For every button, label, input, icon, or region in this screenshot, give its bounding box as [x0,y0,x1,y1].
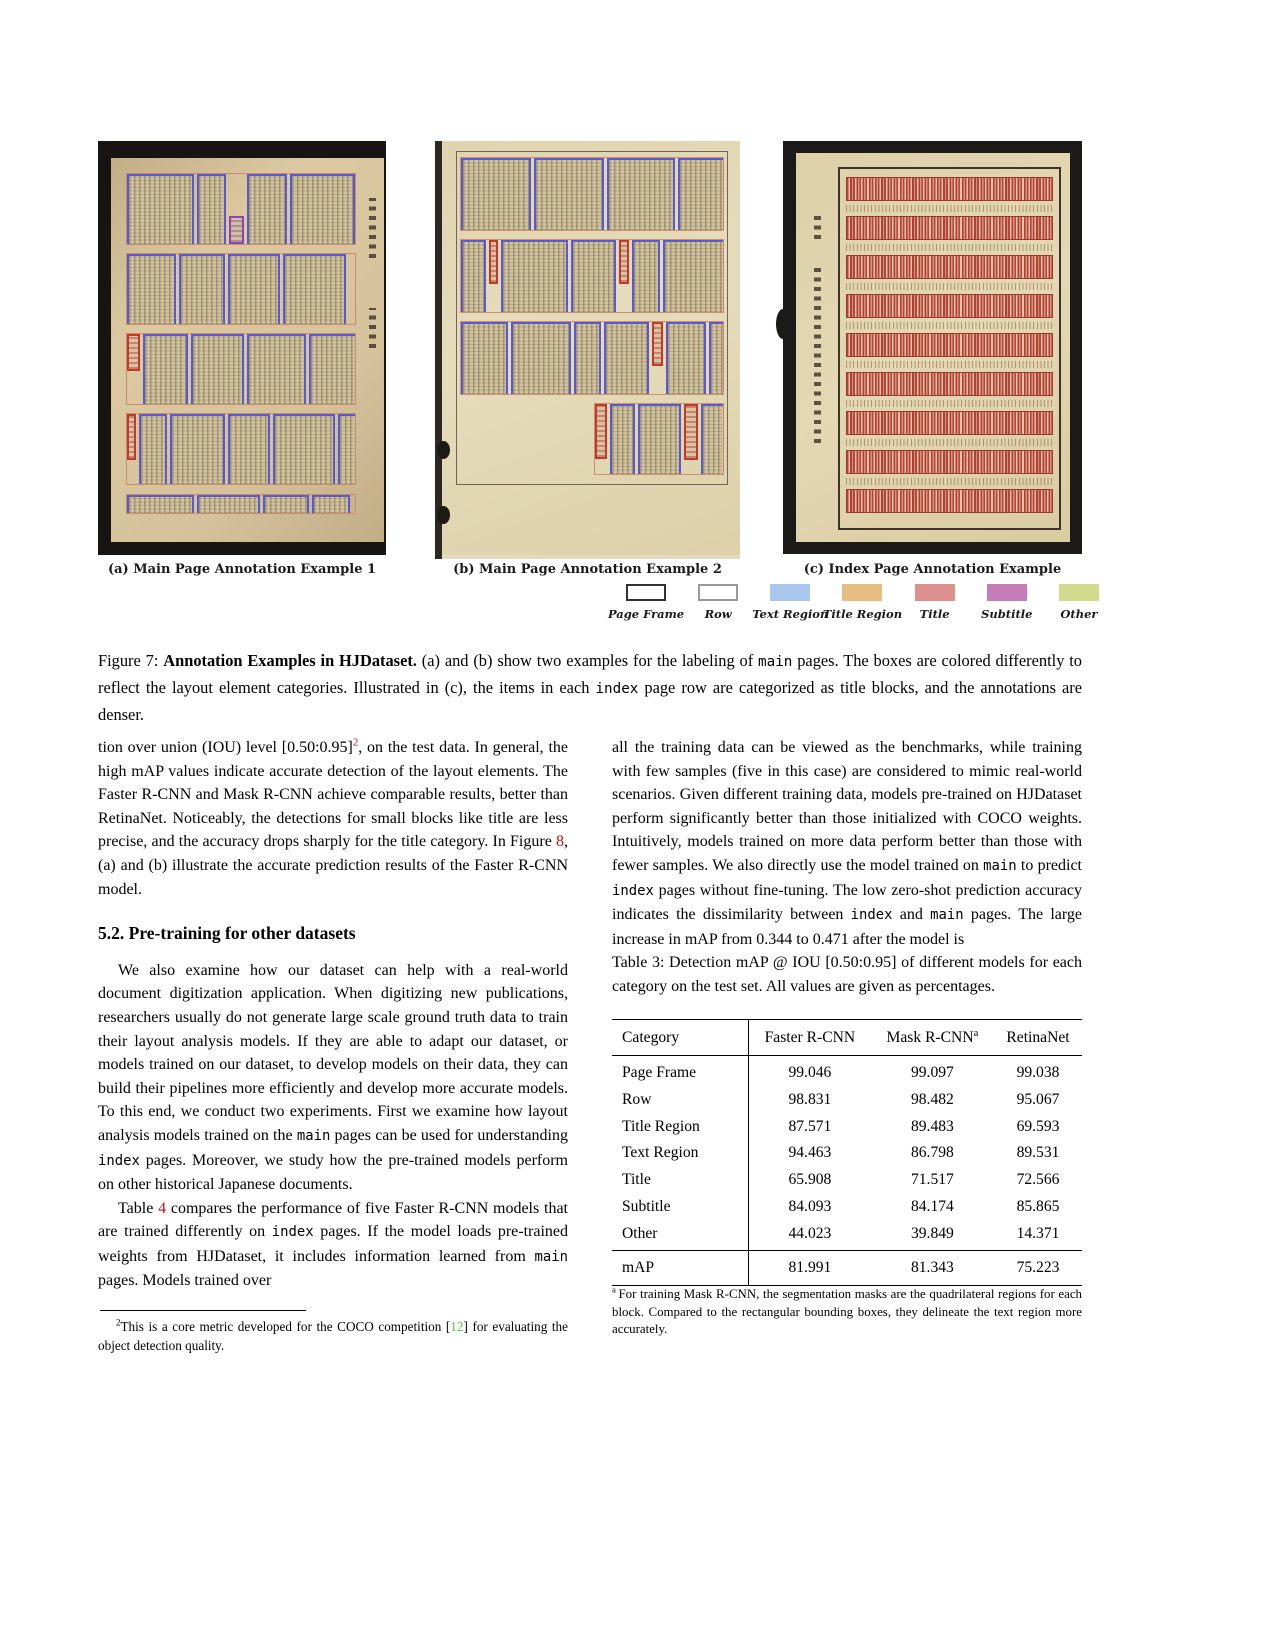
table-cell: Text Region [612,1140,749,1167]
index-title-band [846,177,1053,201]
text-region-annotation-box [312,495,349,514]
body-paragraph: We also examine how our dataset can help with a real-world document digitization application. When digitizing new publications, researchers usually do not generate large scale ground truth data to train their layout analysis models. If they are able to adapt our dataset, or models trained on our dataset, to develop models on their data, they can build their pipelines more efficiently and develop more accurate models. To this end, we conduct two experiments. First we examine how layout analysis models trained on the main pages can be used for understanding index pages. Moreover, we study how the pre-trained models perform on other historical Japanese documents. [98,961,568,1194]
table-cell: 94.463 [788,1144,832,1162]
figure7-panel-c [783,141,1082,554]
table-cell: 99.046 [788,1064,832,1082]
table-cell: 72.566 [1016,1171,1060,1189]
text-region-annotation-box [127,174,194,245]
legend-item [682,584,754,621]
text-region-annotation-box [610,404,635,475]
table-cell: 44.023 [788,1224,832,1242]
title-annotation-box [619,240,630,284]
legend-label: Title Region [822,607,903,621]
legend-item [899,584,971,621]
text-region-annotation-box [678,158,724,231]
table-header-cell: Mask R-CNN$^a$ [871,1019,994,1056]
index-tick-row [846,205,1053,212]
table-row [612,1056,1082,1087]
index-tick-row [846,244,1053,251]
table3-footnote: $^a$ For training Mask R-CNN, the segmentation masks are the quadrilateral regions for each block. Compared to the rectangular bounding boxes, they delineate the text region more accurately. [612,1284,1082,1336]
table-cell: 89.483 [910,1117,954,1135]
table-cell: 81.343 [871,1251,994,1286]
body-paragraph: tion over union (IOU) level [0.50:0.95]$^2$, on the test data. In general, the high mAP values indicate accurate detection of the layout elements. The Faster R-CNN and Mask R-CNN achieve comparable results, better than RetinaNet. Noticeably, the detections for small blocks like title are less precise, and the accuracy drops sharply for the title category. In Figure 8, (a) and (b) illustrate the accurate prediction results of the Faster R-CNN model. [98,736,568,898]
text-region-annotation-box [247,334,306,405]
table-header-cell: RetinaNet [994,1019,1082,1056]
table3 [612,1019,1082,1286]
index-tick-row [846,400,1053,407]
legend-item [1043,584,1115,621]
legend-swatch [987,584,1027,601]
text-region-annotation-box [247,174,287,245]
body-paragraph: Table 4 compares the performance of five Faster R-CNN models that are trained differently on index pages. If the model loads pre-trained weights from HJDataset, it includes information learned from main pages. Models trained over [98,1199,569,1290]
table-cell: mAP [612,1251,749,1286]
index-title-band [846,489,1053,513]
index-tick-row [846,283,1053,290]
table3-caption: Table 3: Detection mAP @ IOU [0.50:0.95] of different models for each category on the test set. All values are given as percentages. [612,954,1082,995]
legend-swatch [770,584,810,601]
text-region-annotation-box [638,404,681,475]
legend-swatch [915,584,955,601]
text-region-annotation-box [511,322,571,395]
title-annotation-box [652,322,663,366]
index-tick-row [846,322,1053,329]
index-title-band [846,372,1053,396]
index-title-band [846,411,1053,435]
legend-item [822,584,903,621]
binding-hole [437,506,450,524]
row-annotation-box [126,333,356,405]
table-cell: 89.531 [1016,1144,1060,1162]
text-region-annotation-box [663,240,724,313]
row-annotation-box [126,494,356,514]
index-title-band [846,216,1053,240]
text-region-annotation-box [461,158,531,231]
legend-label: Row [704,607,732,621]
index-title-band [846,450,1053,474]
legend-label: Subtitle [981,607,1033,621]
table-cell: 98.831 [788,1090,832,1108]
text-region-annotation-box [283,254,346,325]
title-annotation-box [489,240,499,284]
table-cell: Title Region [612,1113,749,1140]
subcaption-c: (c) Index Page Annotation Example [803,562,1062,577]
subcaption-b: (b) Main Page Annotation Example 2 [453,562,722,577]
table-cell: 87.571 [788,1117,832,1135]
row-annotation-box [126,413,356,485]
table-cell: 84.174 [910,1198,954,1216]
figure7-panels [98,141,1082,559]
row-annotation-box [460,157,724,231]
title-annotation-box [127,414,136,460]
table-header-cell: Category [612,1019,749,1056]
margin-text-marks [369,308,376,348]
text-region-annotation-box [273,414,335,485]
text-region-annotation-box [338,414,356,485]
table-cell: 99.038 [1016,1064,1060,1082]
subtitle-annotation-box [229,216,244,244]
table-cell: 95.067 [1016,1090,1060,1108]
figure7-legend [607,584,1115,621]
table-cell: 14.371 [1016,1224,1060,1242]
table-cell: 99.097 [910,1064,954,1082]
table-cell: 75.223 [994,1251,1082,1286]
text-region-annotation-box [632,240,659,313]
legend-swatch [1059,584,1099,601]
page-tab-notch [776,309,790,339]
left-column [98,736,568,1355]
table-cell: 71.517 [910,1171,954,1189]
text-region-annotation-box [197,174,226,245]
table-cell: 81.991 [749,1251,871,1286]
legend-label: Title [919,607,950,621]
table-row [612,1193,1082,1220]
row-annotation-box [594,403,724,475]
legend-label: Text Region [752,607,829,621]
table-cell: 65.908 [788,1171,832,1189]
text-region-annotation-box [127,495,194,514]
text-region-annotation-box [143,334,188,405]
index-title-band [846,255,1053,279]
text-region-annotation-box [571,240,615,313]
legend-item [971,584,1043,621]
figure7-caption: Figure 7: Annotation Examples in HJDataset. (a) and (b) show two examples for the labeling of main pages. The boxes are colored differently to reflect the layout element categories. Illustrated in (c), the items in each index page row are categorized as title blocks, and the annotations are denser. [98,651,1083,724]
text-region-annotation-box [228,414,270,485]
text-region-annotation-box [191,334,244,405]
table-cell: 98.482 [910,1090,954,1108]
text-region-annotation-box [574,322,601,395]
figure7-panel-b [435,141,740,559]
text-region-annotation-box [607,158,674,231]
text-region-annotation-box [170,414,225,485]
annotation-grid-c [838,167,1061,530]
text-region-annotation-box [197,495,260,514]
text-region-annotation-box [179,254,225,325]
text-region-annotation-box [290,174,354,245]
book-spine [435,141,442,559]
table-cell: 85.865 [1016,1198,1060,1216]
table-map-row [612,1251,1082,1286]
table-cell: 84.093 [788,1198,832,1216]
index-tick-row [846,439,1053,446]
legend-item [752,584,829,621]
text-region-annotation-box [501,240,568,313]
figure7-subcaptions [98,562,1082,582]
text-region-annotation-box [701,404,724,475]
text-region-annotation-box [534,158,605,231]
table-cell: Page Frame [612,1056,749,1087]
legend-label: Page Frame [607,607,685,621]
table-cell: Other [612,1220,749,1251]
scanned-page-b [442,141,740,555]
index-title-band [846,294,1053,318]
legend-swatch [626,584,666,601]
annotation-grid-b [460,155,724,481]
table-header-cell: Faster R-CNN [749,1019,871,1056]
section-heading: 5.2. Pre-training for other datasets [98,923,356,944]
text-region-annotation-box [309,334,356,405]
row-annotation-box [126,173,356,245]
figure7-panel-a [98,141,386,555]
scanned-page-a [111,158,384,542]
text-region-annotation-box [461,240,486,313]
footnote: $^2$This is a core metric developed for the COCO competition [12] for evaluating the object detection quality. [98,1317,568,1353]
margin-text-marks [814,263,821,443]
text-region-annotation-box [139,414,167,485]
text-region-annotation-box [709,322,724,395]
right-column [612,736,1082,1339]
table-row [612,1220,1082,1251]
row-annotation-box [460,239,724,313]
footnote-rule [100,1310,306,1311]
table-row [612,1140,1082,1167]
text-region-annotation-box [228,254,280,325]
margin-text-marks [814,213,821,239]
index-tick-row [846,478,1053,485]
row-annotation-box [460,321,724,395]
title-annotation-box [595,404,607,459]
body-paragraph: all the training data can be viewed as the benchmarks, while training with few samples (five in this case) are considered to mimic real-world scenarios. Given different training data, models pre-trained on HJDataset perform significantly better than those initialized with COCO weights. Intuitively, models trained on more data perform better than those with fewer samples. We also directly use the model trained on main to predict index pages without fine-tuning. The low zero-shot prediction accuracy indicates the dissimilarity between index and main pages. The large increase in mAP from 0.344 to 0.471 after the model is [612,739,1083,948]
table-row [612,1086,1082,1113]
table-cell: Title [612,1167,749,1194]
subcaption-a: (a) Main Page Annotation Example 1 [107,562,377,577]
text-region-annotation-box [461,322,508,395]
table-cell: Subtitle [612,1193,749,1220]
text-region-annotation-box [604,322,649,395]
index-tick-row [846,361,1053,368]
text-region-annotation-box [263,495,310,514]
text-region-annotation-box [127,254,176,325]
table-cell: 86.798 [910,1144,954,1162]
title-annotation-box [127,334,140,371]
table-cell: Row [612,1086,749,1113]
table-row [612,1167,1082,1194]
binding-hole [437,441,450,459]
scanned-page-c [796,153,1070,542]
legend-label: Other [1060,607,1098,621]
row-annotation-box [126,253,356,325]
title-annotation-box [684,404,698,460]
table-cell: 69.593 [1016,1117,1060,1135]
table-cell: 39.849 [910,1224,954,1242]
table-header-row [612,1019,1082,1056]
index-title-band [846,333,1053,357]
table-row [612,1113,1082,1140]
legend-swatch [698,584,738,601]
legend-swatch [842,584,882,601]
text-region-annotation-box [666,322,706,395]
annotation-grid-a [126,173,356,518]
legend-item [607,584,685,621]
margin-text-marks [369,198,376,258]
